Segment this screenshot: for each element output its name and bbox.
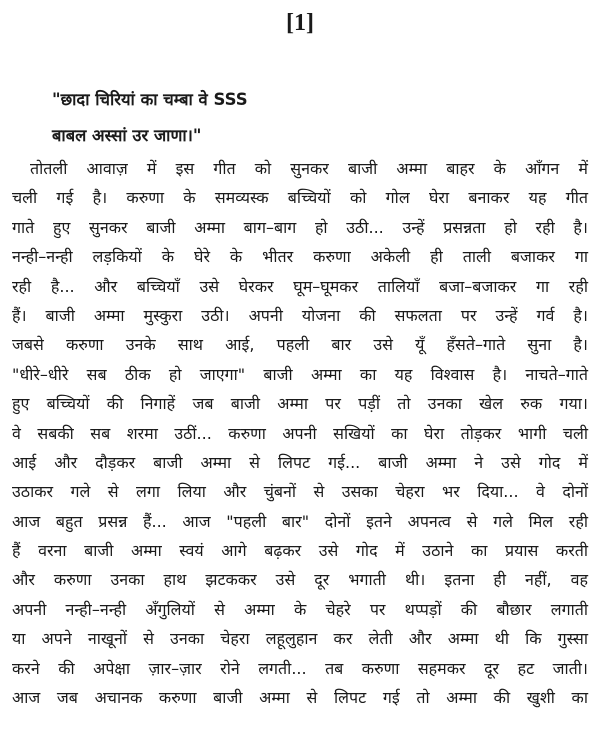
text-line: रही है... और बच्चियाँ उसे घेरकर घूम–घूमकर तालियाँ बजा–बजाकर गा रही: [12, 276, 588, 296]
text-line: गाते हुए सुनकर बाजी अम्मा बाग–बाग हो उठी... उन्हें प्रसन्नता हो रही है।: [12, 217, 588, 237]
body-paragraph: [12, 154, 588, 712]
song-line-1: "छादा चिरियां का चम्बा वे SSS: [52, 90, 248, 109]
text-line: करने की अपेक्षा ज़ार–ज़ार रोने लगती... तब करुणा सहमकर दूर हट जाती।: [12, 658, 588, 678]
text-line: हैं। बाजी अम्मा मुस्कुरा उठी। अपनी योजना की सफलता पर उन्हें गर्व है।: [12, 305, 588, 325]
text-line: और करुणा उनका हाथ झटककर उसे दूर भगाती थी। इतना ही नहीं, वह: [12, 570, 588, 590]
text-line: तोतली आवाज़ में इस गीत को सुनकर बाजी अम्मा बाहर के आँगन में: [30, 159, 588, 178]
text-line: आई और दौड़कर बाजी अम्मा से लिपट गई... बाजी अम्मा ने उसे गोद में: [12, 452, 588, 472]
text-line: अपनी नन्ही–नन्ही अँगुलियों से अम्मा के चेहरे पर थप्पड़ों की बौछार लगाती: [12, 599, 588, 619]
page-number: [1]: [286, 10, 314, 36]
song-line-2: बाबल अस्सां उर जाणा।": [52, 126, 202, 145]
text-line: या अपने नाखूनों से उनका चेहरा लहूलुहान कर लेती और अम्मा थी कि गुस्सा: [12, 629, 588, 649]
song-verse: [52, 82, 248, 154]
text-line: वे सबकी सब शरमा उठीं... करुणा अपनी सखियों का घेरा तोड़कर भागी चली: [12, 423, 588, 443]
text-line: आज बहुत प्रसन्न हैं... आज "पहली बार" दोनों इतने अपनत्व से गले मिल रही: [12, 511, 588, 531]
text-line: हैं वरना बाजी अम्मा स्वयं आगे बढ़कर उसे गोद में उठाने का प्रयास करती: [12, 541, 588, 561]
text-line: उठाकर गले से लगा लिया और चुंबनों से उसका चेहरा भर दिया... वे दोनों: [12, 482, 588, 502]
text-line: हुए बच्चियों की निगाहें जब बाजी अम्मा पर पड़ीं तो उनका खेल रुक गया।: [12, 394, 588, 414]
text-line: आज जब अचानक करुणा बाजी अम्मा से लिपट गई तो अम्मा की खुशी का: [12, 688, 588, 708]
text-line: "धीरे–धीरे सब ठीक हो जाएगा" बाजी अम्मा का यह विश्वास है। नाचते–गाते: [12, 364, 588, 384]
text-line: नन्ही–नन्ही लड़कियों के घेरे के भीतर करुणा अकेली ही ताली बजाकर गा: [12, 247, 588, 267]
text-line: जबसे करुणा उनके साथ आई, पहली बार उसे यूँ हँसते–गाते सुना है।: [12, 335, 588, 355]
text-line: चली गई है। करुणा के समव्यस्क बच्चियों को गोल घेरा बनाकर यह गीत: [12, 188, 588, 208]
